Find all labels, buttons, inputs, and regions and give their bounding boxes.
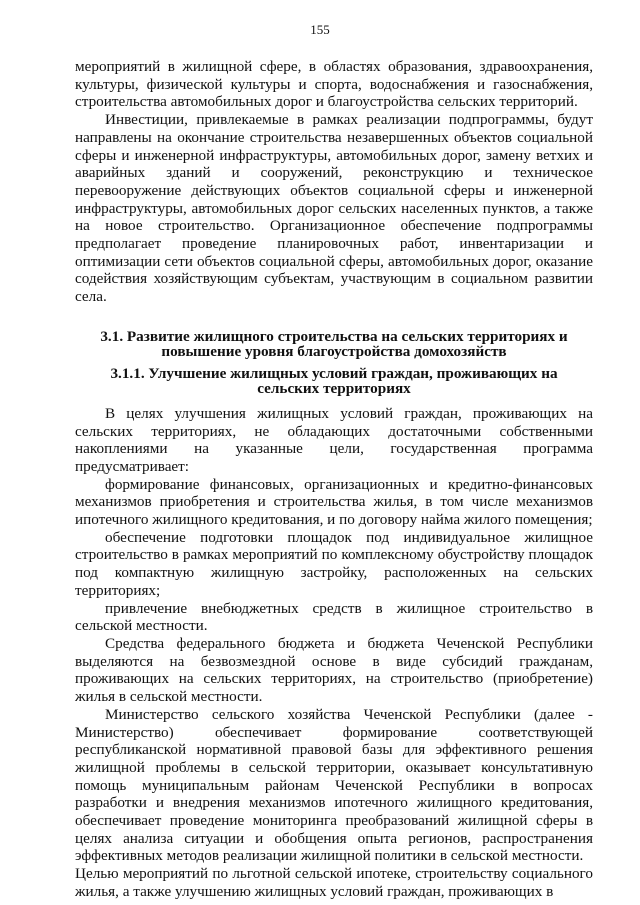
paragraph: Инвестиции, привлекаемые в рамках реализации подпрограммы, будут направлены на окончание строительства незавершенных объектов социальной сферы и инженерной инфраструктуры, автомобильных дорог, замену ветхих и аварийных зданий и сооружений, реконструкцию и техническое перевооружение действующих объектов социальной сферы и инженерной инфраструктуры, автомобильных дорог сельских населенных пунктов, а также на новое строительство. Организационное обеспечение подпрограммы предполагает проведение планировочных работ, инвентаризации и оптимизации сети объектов социальной сферы, автомобильных дорог, оказание содействия хозяйствующим субъектам, участвующим в социальном развитии села. [75,111,593,306]
paragraph: В целях улучшения жилищных условий граждан, проживающих на сельских территориях, не обладающих достаточными собственными накоплениями на указанные цели, государственная программа предусматривает: [75,404,593,475]
list-item: обеспечение подготовки площадок под индивидуальное жилищное строительство в рамках мероприятий по комплексному обустройству площадок под компактную жилищную застройку, расположенных на сельских территориях; [75,528,593,599]
section-heading: 3.1. Развитие жилищного строительства на сельских территориях и повышение уровня благоустройства домохозяйств [100,327,568,361]
paragraph: Средства федерального бюджета и бюджета Чеченской Республики выделяются на безвозмездной основе в виде субсидий гражданам, проживающих на сельских территориях, на строительство (приобретение) жилья в сельской местности. [75,634,593,706]
list-item: привлечение внебюджетных средств в жилищное строительство в сельской местности. [75,599,593,635]
document-body [75,58,593,901]
subsection-heading: 3.1.1. Улучшение жилищных условий граждан, проживающих на сельских территориях [110,364,558,398]
page-number: 155 [310,22,330,37]
paragraph: Целью мероприятий по льготной сельской ипотеке, строительству социального жилья, а также улучшению жилищных условий граждан, проживающих в [75,865,593,900]
paragraph: мероприятий в жилищной сфере, в областях образования, здравоохранения, культуры, физической культуры и спорта, водоснабжения и газоснабжения, строительства автомобильных дорог и благоустройства сельских территорий. [75,58,593,111]
paragraph: Министерство сельского хозяйства Чеченской Республики (далее - Министерство) обеспечивает формирование соответствующей республиканской нормативной правовой базы для эффективного решения жилищной проблемы в сельской территории, оказывает консультативную помощь муниципальным районам Чеченской Республики в вопросах разработки и внедрения механизмов ипотечного жилищного кредитования, обеспечивает проведение мониторинга преобразований жилищной сферы в целях анализа ситуации и обобщения опыта регионов, распространения эффективных методов реализации жилищной политики в сельской местности. [75,705,593,865]
list-item: формирование финансовых, организационных и кредитно-финансовых механизмов приобретения и строительства жилья, в том числе механизмов ипотечного жилищного кредитования, и по договору найма жилого помещения; [75,475,593,529]
